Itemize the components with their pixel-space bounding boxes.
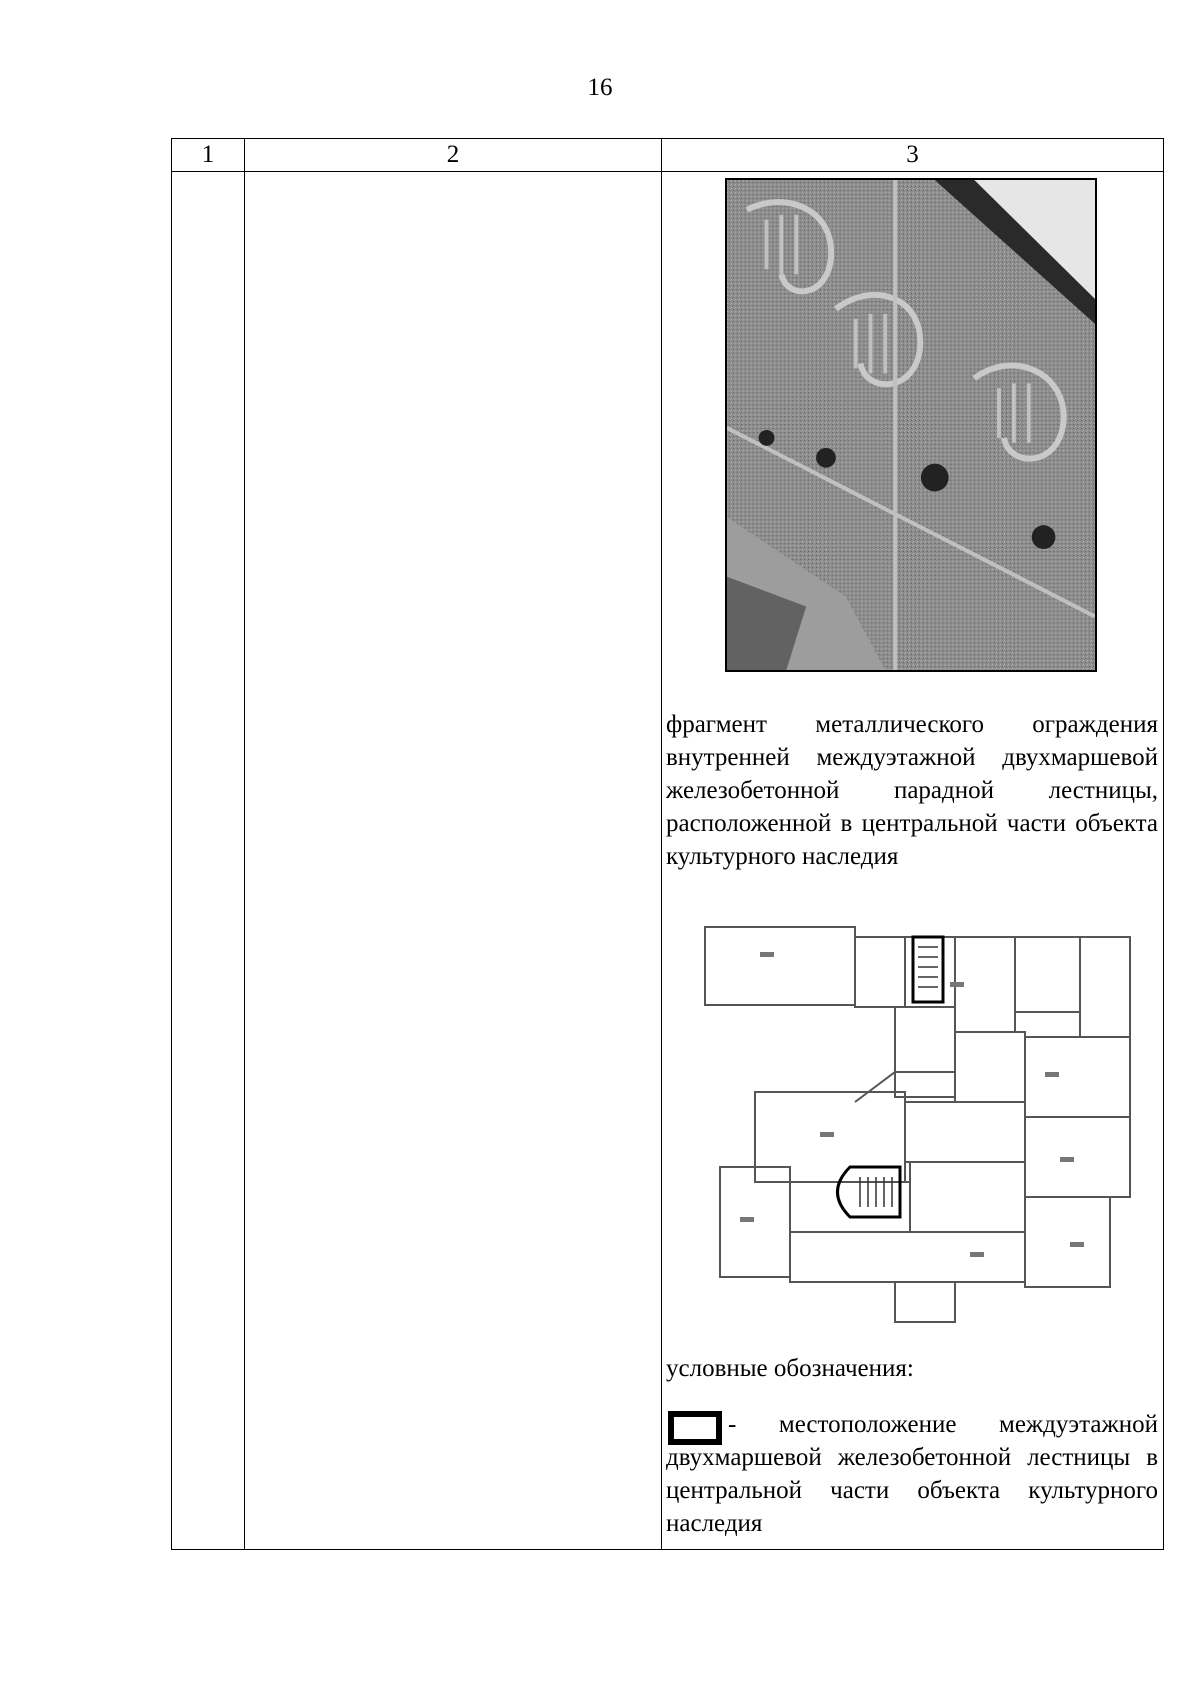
column-header-2: 2 xyxy=(245,139,662,172)
column-header-1: 1 xyxy=(172,139,245,172)
railing-photo xyxy=(725,178,1097,672)
document-table xyxy=(171,138,1164,1550)
photo-caption: фрагмент металлического ограждения внутренней междуэтажной двухмаршевой железобетонной парадной лестницы, расположенной в центральной части объекта культурного наследия xyxy=(666,711,1158,870)
page-number: 16 xyxy=(587,74,613,101)
legend-title: условные обозначения: xyxy=(666,1355,914,1382)
cell-column-2 xyxy=(245,172,662,1550)
cell-column-3 xyxy=(662,172,1164,1550)
table-row xyxy=(172,172,1164,1550)
floor-plan xyxy=(700,922,1140,1342)
cell-column-1 xyxy=(172,172,245,1550)
table-header-row xyxy=(172,139,1164,172)
column-header-3: 3 xyxy=(662,139,1164,172)
legend-description: - местоположение междуэтажной двухмаршевой железобетонной лестницы в центральной части объекта культурного наследия xyxy=(666,1411,1158,1537)
